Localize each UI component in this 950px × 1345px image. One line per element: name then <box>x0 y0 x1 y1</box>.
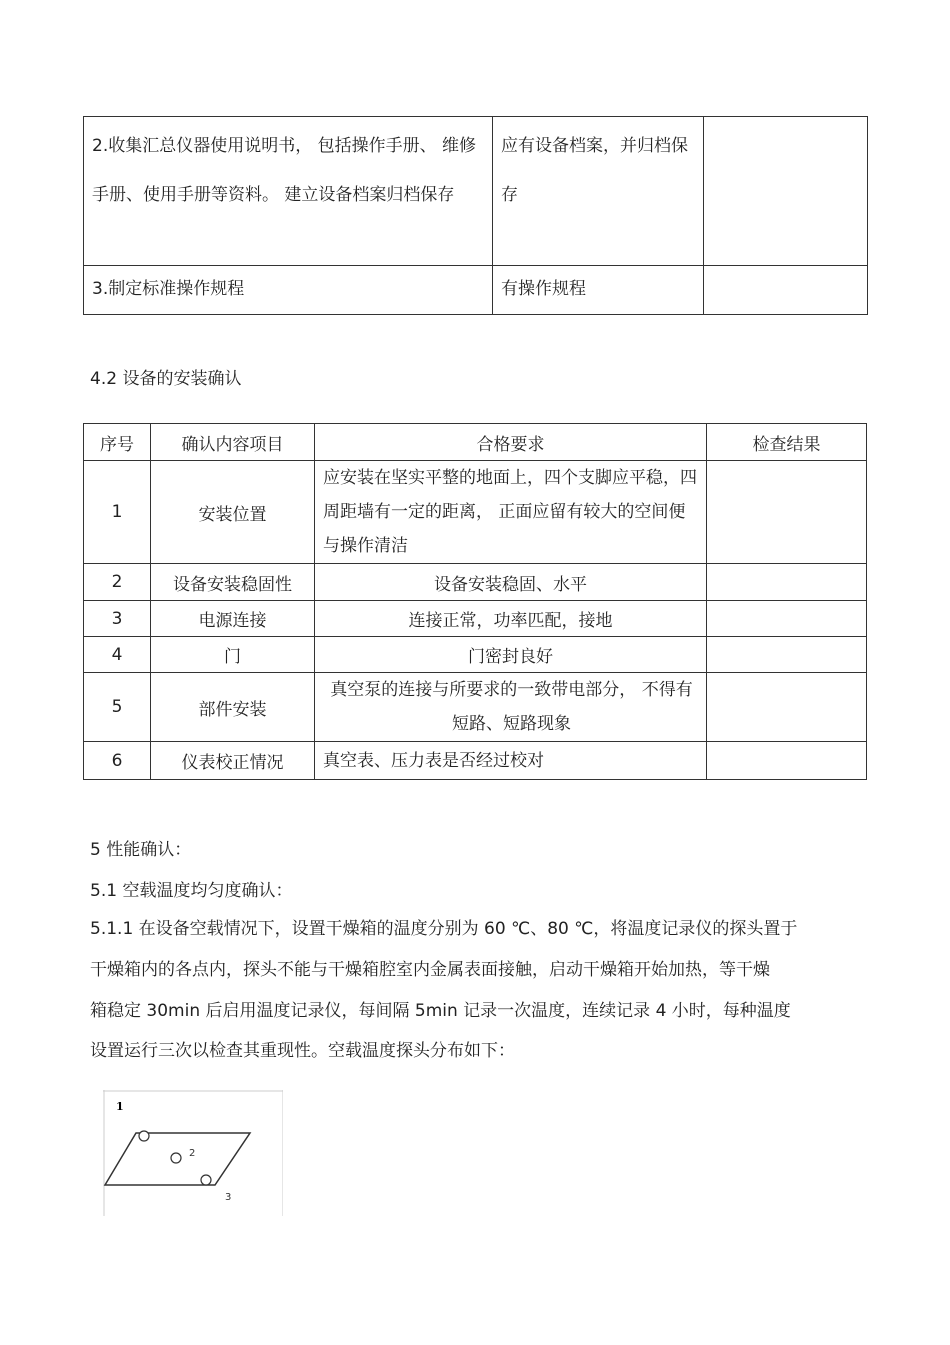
header-item: 确认内容项目 <box>151 424 315 461</box>
row-result <box>707 601 867 637</box>
row-item: 电源连接 <box>151 601 315 637</box>
row-item: 门 <box>151 637 315 673</box>
header-requirement: 合格要求 <box>315 424 707 461</box>
row-requirement: 连接正常，功率匹配，接地 <box>315 601 707 637</box>
paragraph-line: 干燥箱内的各点内，探头不能与干燥箱腔室内金属表面接触，启动干燥箱开始加热，等干燥 <box>90 960 770 980</box>
section-5-1-heading: 5.1 空载温度均匀度确认： <box>90 881 293 901</box>
table1-item-cell: 3.制定标准操作规程 <box>84 266 493 315</box>
table1-item-cell: 2.收集汇总仪器使用说明书， 包括操作手册、 维修手册、使用手册等资料。 建立设备档案归档保存 <box>84 117 493 266</box>
label-3: 3 <box>225 1192 232 1203</box>
row-result <box>707 673 867 742</box>
label-2: 2 <box>189 1148 196 1159</box>
row-result <box>707 742 867 780</box>
table1-result-cell <box>704 117 868 266</box>
row-result <box>707 564 867 601</box>
row-item: 安装位置 <box>151 461 315 564</box>
table1-requirement-cell: 应有设备档案，并归档保存 <box>493 117 704 266</box>
probe-distribution-diagram <box>103 1090 283 1216</box>
row-item: 设备安装稳固性 <box>151 564 315 601</box>
header-result: 检查结果 <box>707 424 867 461</box>
row-result <box>707 461 867 564</box>
label-1: 1 <box>116 1100 124 1113</box>
row-no: 5 <box>84 673 151 742</box>
probe-1-marker <box>139 1131 149 1141</box>
document-table-1 <box>83 116 868 315</box>
row-no: 6 <box>84 742 151 780</box>
row-no: 2 <box>84 564 151 601</box>
header-no: 序号 <box>84 424 151 461</box>
row-requirement: 应安装在坚实平整的地面上，四个支脚应平稳，四周距墙有一定的距离， 正面应留有较大的空间便与操作清洁 <box>315 461 707 564</box>
row-requirement: 真空泵的连接与所要求的一致带电部分， 不得有短路、短路现象 <box>315 673 707 742</box>
paragraph-line: 5.1.1 在设备空载情况下，设置干燥箱的温度分别为 60 ℃、80 ℃，将温度记录仪的探头置于 <box>90 919 798 939</box>
probe-3-marker <box>201 1175 211 1185</box>
table1-requirement-cell: 有操作规程 <box>493 266 704 315</box>
row-no: 1 <box>84 461 151 564</box>
row-item: 仪表校正情况 <box>151 742 315 780</box>
row-requirement: 设备安装稳固、水平 <box>315 564 707 601</box>
row-item: 部件安装 <box>151 673 315 742</box>
paragraph-line: 箱稳定 30min 后启用温度记录仪，每间隔 5min 记录一次温度，连续记录 4 小时，每种温度 <box>90 1001 791 1021</box>
row-result <box>707 637 867 673</box>
row-no: 3 <box>84 601 151 637</box>
installation-confirmation-table <box>83 423 867 780</box>
row-requirement: 门密封良好 <box>315 637 707 673</box>
row-no: 4 <box>84 637 151 673</box>
probe-2-marker <box>171 1153 181 1163</box>
section-5-heading: 5 性能确认： <box>90 840 192 860</box>
section-4-2-heading: 4.2 设备的安装确认 <box>90 369 242 389</box>
paragraph-line: 设置运行三次以检查其重现性。空载温度探头分布如下： <box>90 1041 515 1061</box>
table1-result-cell <box>704 266 868 315</box>
row-requirement: 真空表、压力表是否经过校对 <box>315 742 707 780</box>
